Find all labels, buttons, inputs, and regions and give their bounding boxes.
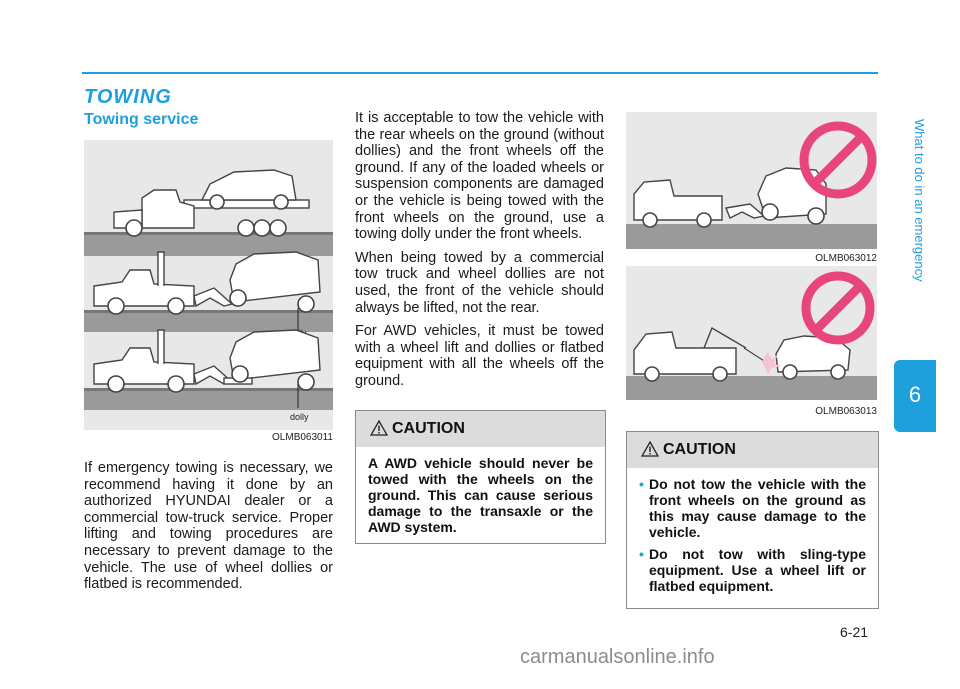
- chapter-number: 6: [908, 382, 922, 407]
- caution-header: [356, 411, 605, 447]
- caution-box: [355, 410, 606, 544]
- caution-box: [626, 431, 879, 609]
- chapter-label: What to do in an emergency: [912, 118, 927, 282]
- figure-code: OLMB063012: [815, 253, 877, 264]
- page-number: 6-21: [840, 624, 869, 640]
- dolly-label: dolly: [290, 412, 309, 422]
- paragraph: When being towed by a commercial tow truck and wheel dollies are not used, the front of the vehicle should always be lifted, not the rear.: [355, 249, 604, 316]
- warning-triangle-icon: [641, 440, 659, 458]
- prohibited-icon: [806, 276, 870, 340]
- figure-code: OLMB063013: [815, 406, 877, 417]
- subsection-title: Towing service: [84, 111, 199, 128]
- top-rule: [82, 72, 878, 74]
- caution-header: [627, 432, 878, 468]
- middle-text: [355, 110, 604, 397]
- caution-list: [627, 468, 878, 610]
- body-paragraph: [84, 460, 333, 600]
- caution-title: CAUTION: [392, 420, 465, 437]
- watermark[interactable]: carmanualsonline.info: [520, 646, 715, 668]
- warning-triangle-icon: [370, 419, 388, 437]
- figure-code: OLMB063011: [272, 432, 333, 443]
- prohibited-icon: [804, 126, 872, 194]
- caution-title: CAUTION: [663, 441, 736, 458]
- caution-item: • Do not tow with sling-type equipment. Use a wheel lift or flatbed equipment.: [639, 546, 866, 594]
- paragraph: If emergency towing is necessary, we recommend having it done by an authorized HYUNDAI dealer or a commercial tow-truck service. Proper lifting and towing procedures are necessary to prevent damage to the vehicle. The use of wheel dollies or flatbed is recommended.: [84, 460, 333, 593]
- tow-prohibited-figure-1: [626, 112, 877, 249]
- paragraph: For AWD vehicles, it must be towed with a wheel lift and dollies or flatbed equipment with all the wheels off the ground.: [355, 323, 604, 389]
- caution-text: A AWD vehicle should never be towed with the wheels on the ground. This can cause serious damage to the transaxle or the AWD system.: [368, 455, 593, 535]
- tow-prohibited-figure-2: [626, 266, 877, 400]
- section-title: TOWING: [84, 86, 172, 108]
- tow-truck-figure: [84, 140, 333, 430]
- caution-item: • Do not tow the vehicle with the front wheels on the ground as this may cause damage to the vehicle.: [639, 476, 866, 540]
- paragraph: It is acceptable to tow the vehicle with the rear wheels on the ground (without dollies) and the front wheels off the ground. If any of the loaded wheels or suspension components are damaged or the vehicle is being towed with the front wheels on the ground, use a towing dolly under the front wheels.: [355, 110, 604, 243]
